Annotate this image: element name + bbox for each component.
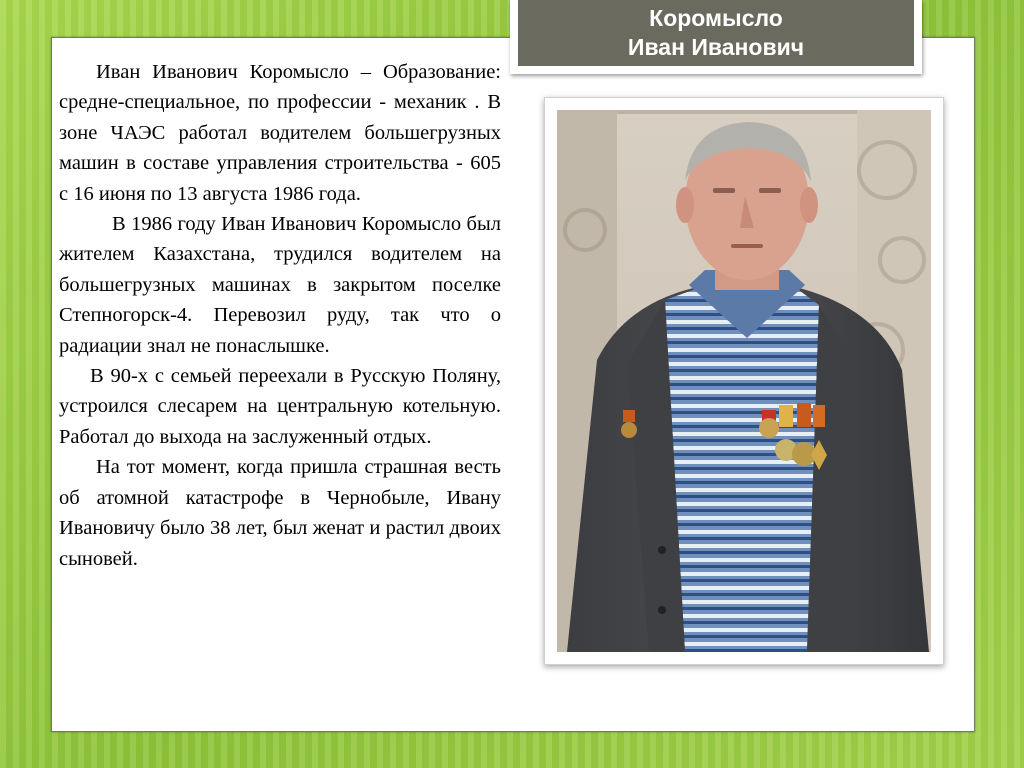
portrait-photo [557,110,931,652]
biography-text [59,57,501,574]
bio-paragraph-3: В 90-х с семьей переехали в Русскую Поляну, устроился слесарем на центральную котельную. Работал до выхода на заслуженный отдых. [59,365,501,448]
title-given-names: Иван Иванович [627,34,805,60]
title-box [510,0,922,74]
bio-paragraph-1: Иван Иванович Коромысло – Образование: средне-специальное, по профессии - механик . В зоне ЧАЭС работал водителем большегрузных машин в составе управления строительства - 605 с 16 июня по 13 августа 1986 года. [59,61,501,205]
bio-paragraph-2: В 1986 году Иван Иванович Коромысло был жителем Казахстана, трудился водителем на большегрузных машинах в закрытом поселке Степногорск-4. Перевозил руду, так что о радиации знал не понаслышке. [59,213,501,357]
slide-title [518,0,914,66]
bio-paragraph-4: На тот момент, когда пришла страшная весть об атомной катастрофе в Чернобыле, Ивану Ивановичу было 38 лет, был женат и растил двоих сыновей. [59,456,501,570]
title-surname: Коромысло [649,5,783,31]
portrait-photo-frame [544,97,944,665]
